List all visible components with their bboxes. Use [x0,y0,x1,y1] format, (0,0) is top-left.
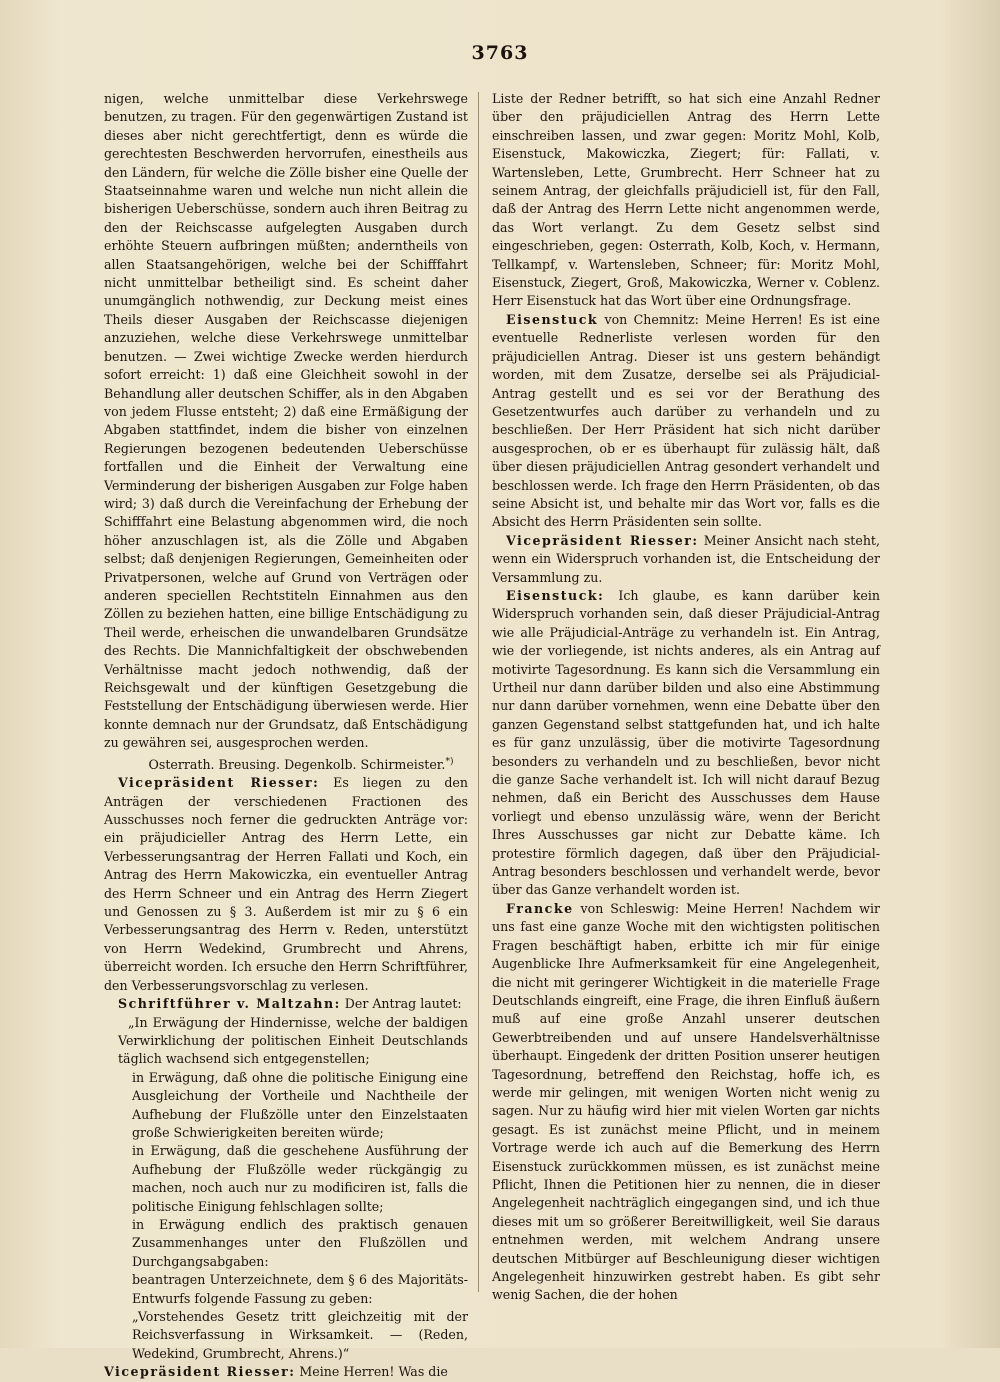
speech-text: Ich glaube, es kann darüber kein Widerspruch vorhanden sein, daß dieser Präjudicial-Antrag wie alle Präjudicial-Anträge zu verhandeln ist. Ein Antrag, wie der vorliegende, ist nichts anderes, als ein Antrag auf motivirte Tagesordnung. Es kann sich die Versammlung ein Urtheil nur dann darüber bilden und also eine Abstimmung nur dann darüber vornehmen, wenn eine Debatte über den ganzen Gegenstand selbst stattgefunden hat, und ich halte es für ganz unzulässig, über die motivirte Tagesordnung besonders zu verhandeln und zu beschließen, bevor nicht die ganze Sache verhandelt ist. Ich will nicht darauf Bezug nehmen, daß ein Bericht des Ausschusses dem Hause vorliegt und ebenso unzulässig wäre, wenn der Bericht Ihres Ausschusses gar nicht zur Debatte käme. Ich protestire förmlich dagegen, daß über den Präjudicial-Antrag besonders beschlossen und verhandelt werde, bevor über das Ganze verhandelt worden ist. [492,587,880,898]
speech-text: Meine Herren! Nachdem wir uns fast eine ganze Woche mit den wichtigsten politischen Fragen beschäftigt haben, erbitte ich mir für einige Augenblicke Ihre Aufmerksamkeit für eine Angelegenheit, die nicht mit geringerer Wichtigkeit in die materielle Frage Deutschlands eingreift, eine Frage, die ihren Einfluß äußern muß auf eine große Anzahl unserer deutschen Gewerbtreibenden und auf unsere Handelsverhältnisse überhaupt. Eingedenk der dritten Position unserer heutigen Tagesordnung, betreffend den Reichstag, hoffe ich, es werde mir gelingen, mit wenigen Worten nicht wenig zu sagen. Nur zu häufig wird hier mit vielen Worten gar nichts gesagt. Es ist zunächst meine Pflicht, und in meinem Vortrage werde ich auch auf die Bemerkung des Herrn Eisenstuck zurückkommen müssen, es ist zunächst meine Pflicht, Ihnen die Petitionen hier zu nennen, die in dieser Angelegenheit nachträglich eingegangen sind, und ich thue dieses mit um so größerer Bereitwilligkeit, weil Sie daraus entnehmen werden, mit welchem Andrang unsere deutschen Mitbürger auf Beschleunigung dieser wichtigen Angelegenheit hinzuwirken gestrebt haben. Es gibt sehr wenig Sachen, die der hohen [492,900,880,1303]
speech-maltzahn [104,995,468,1013]
right-column [492,90,880,1305]
speaker-name: Vicepräsident Riesser: [506,532,699,548]
speaker-name: Francke [506,900,574,916]
speaker-name: Vicepräsident Riesser: [118,775,320,791]
speaker-name: Vicepräsident Riesser: [104,1364,296,1380]
quote-line: beantragen Unterzeichnete, dem § 6 des Majoritäts-Entwurfs folgende Fassung zu geben: [132,1272,468,1306]
signature-names: Osterrath. Breusing. Degenkolb. Schirmeister. [148,756,446,772]
speech-riesser-1 [104,774,468,995]
column-divider [478,92,479,1292]
speech-text: Es liegen zu den Anträgen der verschiedenen Fractionen des Ausschusses noch ferner die gedruckten Anträge vor: ein präjudicieller Antrag des Herrn Lette, ein Verbesserungsantrag der Herren Fallati und Koch, ein Antrag des Herrn Makowiczka, ein eventueller Antrag des Herrn Schneer und ein Antrag des Herrn Ziegert und Genossen zu § 3. Außerdem ist mir zu § 6 ein Verbesserungsantrag des Herrn v. Reden, unterstützt von Herrn Wedekind, Grumbrecht und Ahrens, überreicht worden. Ich ersuche den Herrn Schriftführer, den Verbesserungsvorschlag zu verlesen. [104,775,468,993]
speech-text: Der Antrag lautet: [340,996,462,1012]
speaker-origin: von Schleswig: [573,900,680,916]
signatures [104,753,468,775]
quote-line: „In Erwägung der Hindernisse, welche der baldigen Verwirklichung der politischen Einheit Deutschlands täglich wachsend sich entgegenstellen; [118,1014,468,1067]
speech-eisenstuck-1 [492,311,880,532]
speech-text: Meine Herren! Was die [295,1364,448,1380]
quote-line: in Erwägung, daß ohne die politische Einigung eine Ausgleichung der Vortheile und Nachtheile der Aufhebung der Flußzölle unter den Einzelstaaten große Schwierigkeiten bereiten würde; [132,1069,468,1140]
speaker-name: Schriftführer v. Maltzahn: [118,996,341,1012]
quote-line: in Erwägung endlich des praktisch genauen Zusammenhanges unter den Flußzöllen und Durchgangsabgaben: [132,1216,468,1269]
speech-riesser-2 [104,1363,468,1381]
footnote-mark: *) [445,756,454,767]
speech-text: Meiner Ansicht nach steht, wenn ein Widerspruch vorhanden ist, die Entscheidung der Versammlung zu. [492,532,880,585]
speech-text: Meine Herren! Es ist eine eventuelle Rednerliste verlesen worden für den präjudiciellen Antrag. Dieser ist uns gestern behändigt worden, mit dem Zusatze, derselbe sei als Präjudicial-Antrag gestellt und es sei vor der Berathung des Gesetzentwurfes auch darüber zu verhandeln und zu beschließen. Der Herr Präsident hat sich nicht darüber ausgesprochen, ob er es überhaupt für zulässig hält, daß über diesen präjudiciellen Antrag gesondert verhandelt und beschlossen werde. Ich frage den Herrn Präsidenten, ob das seine Absicht ist, und behalte mir das Wort vor, falls es die Absicht des Herrn Präsidenten sein sollte. [492,311,880,530]
paragraph: Liste der Redner betrifft, so hat sich eine Anzahl Redner über den präjudiciellen Antrag des Herrn Lette einschreiben lassen, und zwar gegen: Moritz Mohl, Kolb, Eisenstuck, Makowiczka, Ziegert; für: Fallati, v. Wartensleben, Lette, Grumbrecht. Herr Schneer hat zu seinem Antrag, der gleichfalls präjudiciell ist, für den Fall, daß der Antrag des Herrn Lette nicht angenommen werde, das Wort verlangt. Zu dem Gesetz selbst sind eingeschrieben, gegen: Osterrath, Kolb, Koch, v. Hermann, Tellkampf, v. Wartensleben, Schneer; für: Moritz Mohl, Eisenstuck, Ziegert, Groß, Makowiczka, Werner v. Coblenz. Herr Eisenstuck hat das Wort über eine Ordnungsfrage. [492,91,880,309]
quote-line: in Erwägung, daß die geschehene Ausführung der Aufhebung der Flußzölle weder rückgängig zu machen, noch auch nur zu modificiren ist, falls die politische Einigung fehlschlagen sollte; [132,1143,468,1214]
page-number: 3763 [471,42,529,64]
speaker-name: Eisenstuck: [506,587,605,603]
paragraph: nigen, welche unmittelbar diese Verkehrswege benutzen, zu tragen. Für den gegenwärtigen Zustand ist dieses aber nicht gerechtfertigt, denn es würde die gerechtesten Beschwerden hervorrufen, einestheils aus den Ländern, für welche die Zölle bisher eine Quelle der Staatseinnahme waren und welche nun nicht allein die bisherigen Ueberschüsse, sondern auch ihren Beitrag zu den der Reichscasse aufgelegten Ausgaben durch erhöhte Steuern aufbringen müßten; anderntheils von allen Staatsangehörigen, welche bei der Schifffahrt nicht unmittelbar betheiligt sind. Es scheint daher unumgänglich nothwendig, zur Deckung meist eines Theils dieser Ausgaben der Reichscasse diejenigen anzuziehen, welche diese Verkehrswege unmittelbar benutzen. — Zwei wichtige Zwecke werden hierdurch sofort erreicht: 1) daß eine Gleichheit sowohl in der Behandlung aller deutschen Schiffer, als in den Abgaben von jedem Flusse entsteht; 2) daß eine Ermäßigung der Abgaben stattfindet, indem die bisher von einzelnen Regierungen bezogenen bedeutenden Ueberschüsse fortfallen und die Einheit der Verwaltung eine Verminderung der bisherigen Ausgaben zur Folge haben wird; 3) daß durch die Vereinfachung der Erhebung der Schifffahrt eine Belastung abgenommen wird, die noch höher anzuschlagen ist, als die Zölle und Abgaben selbst; daß denjenigen Regierungen, Gemeinheiten oder Privatpersonen, welche auf Grund von Verträgen oder anderen speciellen Rechtstiteln Einnahmen aus den Zöllen zu beziehen hatten, eine billige Entschädigung zu Theil werde, erheischen die unwandelbaren Grundsätze des Rechts. Die Mannichfaltigkeit der obschwebenden Verhältnisse macht jedoch nothwendig, daß der Reichsgewalt und der künftigen Gesetzgebung die Feststellung der Entschädigung überwiesen werde. Hier konnte demnach nur der Grundsatz, daß Entschädigung zu gewähren sei, ausgesprochen werden. [104,91,468,751]
speaker-name: Eisenstuck [506,311,599,327]
speech-eisenstuck-2 [492,587,880,900]
quote-line: „Vorstehendes Gesetz tritt gleichzeitig mit der Reichsverfassung in Wirksamkeit. — (Reden, Wedekind, Grumbrecht, Ahrens.)“ [132,1309,468,1361]
speech-riesser-3 [492,532,880,587]
quoted-motion [104,1014,468,1364]
speaker-origin: von Chemnitz: [598,311,699,327]
left-column [104,90,468,1382]
speech-francke [492,900,880,1305]
